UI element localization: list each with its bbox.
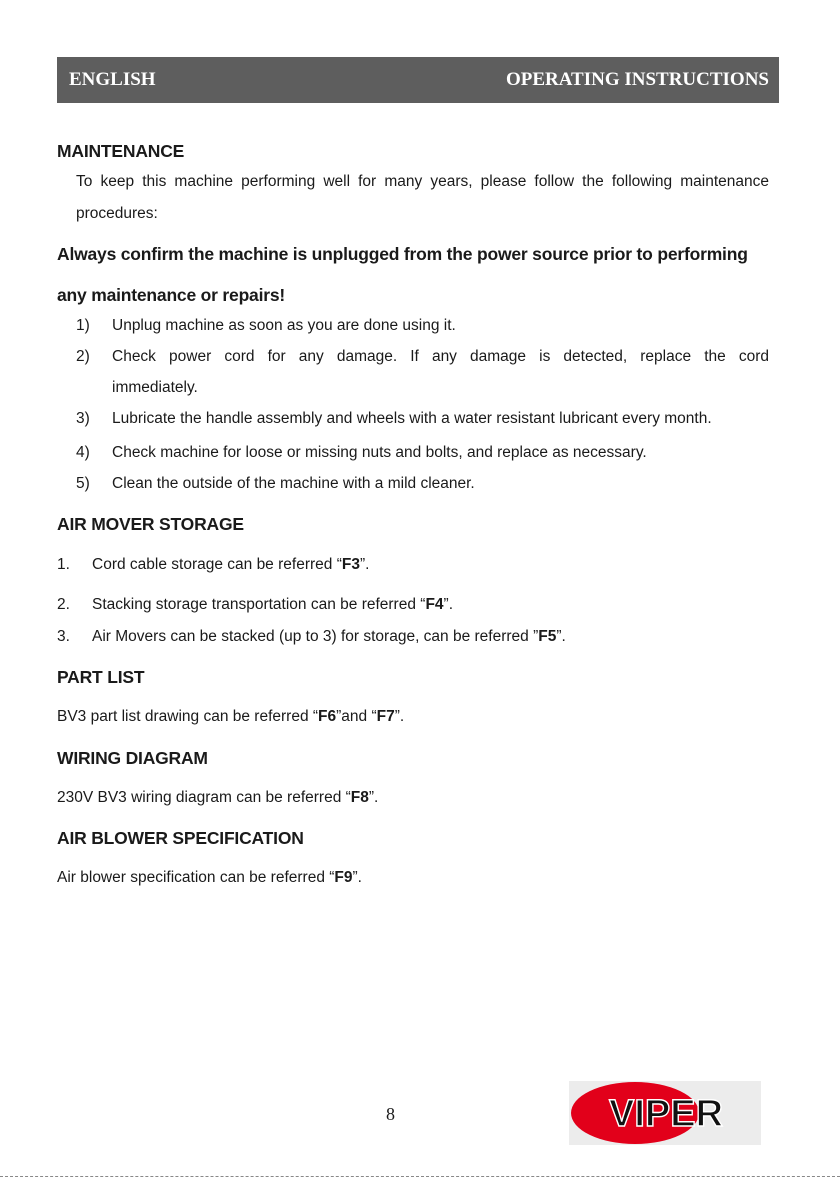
header-language: ENGLISH [69, 69, 156, 90]
wiring-text: 230V BV3 wiring diagram can be referred “F8”. [57, 789, 379, 806]
step-number: 2) [76, 348, 90, 365]
figure-ref: F6 [318, 708, 337, 725]
page-bottom-divider [0, 1176, 840, 1177]
step-text: Clean the outside of the machine with a mild cleaner. [112, 475, 475, 492]
maintenance-heading: MAINTENANCE [57, 141, 185, 161]
step-number: 5) [76, 475, 90, 492]
step-text: Check power cord for any damage. If any damage is detected, replace the cord [112, 348, 769, 365]
spec-heading: AIR BLOWER SPECIFICATION [57, 828, 304, 848]
header-title: OPERATING INSTRUCTIONS [505, 69, 769, 90]
storage-item-number: 1. [57, 556, 70, 573]
figure-ref: F3 [341, 556, 360, 573]
figure-ref: F7 [376, 708, 395, 725]
partlist-text: BV3 part list drawing can be referred “F6”and “F7”. [57, 708, 405, 725]
spec-text: Air blower specification can be referred “F9”. [57, 869, 362, 886]
page-header [57, 57, 779, 103]
step-text: Check machine for loose or missing nuts and bolts, and replace as necessary. [112, 444, 647, 461]
step-number: 1) [76, 317, 90, 334]
maintenance-warning-line2: any maintenance or repairs! [57, 285, 286, 305]
figure-ref: F4 [425, 596, 444, 613]
maintenance-intro-line1: To keep this machine performing well for many years, please follow the following maintenance [76, 173, 769, 190]
partlist-heading: PART LIST [57, 667, 145, 687]
step-text: Lubricate the handle assembly and wheels with a water resistant lubricant every month. [112, 410, 712, 427]
step-number: 3) [76, 410, 90, 427]
storage-item-number: 2. [57, 596, 70, 613]
step-text-continued: immediately. [112, 379, 198, 396]
step-text: Unplug machine as soon as you are done using it. [112, 317, 456, 334]
figure-ref: F5 [538, 628, 557, 645]
storage-heading: AIR MOVER STORAGE [57, 514, 244, 534]
maintenance-warning-line1: Always confirm the machine is unplugged from the power source prior to performing [57, 244, 748, 264]
page-number: 8 [386, 1104, 395, 1124]
figure-ref: F8 [350, 789, 369, 806]
step-number: 4) [76, 444, 90, 461]
viper-logo [569, 1081, 761, 1145]
maintenance-intro-line2: procedures: [76, 205, 158, 222]
figure-ref: F9 [334, 869, 353, 886]
storage-item: Cord cable storage can be referred “F3”. [92, 556, 370, 573]
svg-text:VIPER: VIPER [608, 1093, 724, 1135]
storage-item: Stacking storage transportation can be referred “F4”. [92, 596, 453, 613]
storage-item: Air Movers can be stacked (up to 3) for storage, can be referred ”F5”. [92, 628, 566, 645]
wiring-heading: WIRING DIAGRAM [57, 748, 208, 768]
storage-item-number: 3. [57, 628, 70, 645]
